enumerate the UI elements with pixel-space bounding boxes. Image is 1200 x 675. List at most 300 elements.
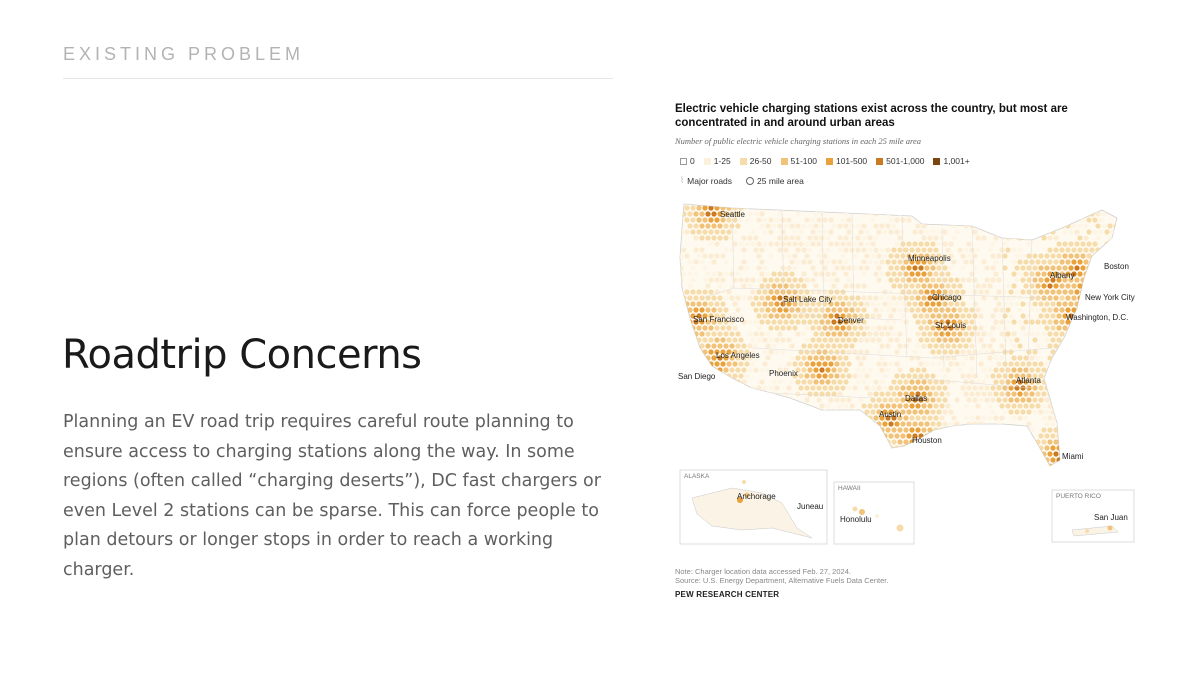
density-hex: [888, 433, 893, 438]
density-hex: [693, 247, 698, 252]
density-hex: [750, 277, 755, 282]
legend-item-0: 0: [680, 156, 695, 166]
density-hex: [903, 379, 908, 384]
density-hex: [1008, 313, 1013, 318]
density-hex: [1017, 223, 1022, 228]
density-hex: [1026, 409, 1031, 414]
density-hex: [822, 229, 827, 234]
density-hex: [1020, 217, 1025, 222]
density-hex: [825, 319, 830, 324]
density-hex: [1089, 283, 1094, 288]
density-hex: [780, 349, 785, 354]
density-hex: [957, 199, 962, 204]
density-hex: [876, 265, 881, 270]
density-hex: [717, 379, 722, 384]
density-hex: [768, 349, 773, 354]
density-hex: [1032, 385, 1037, 390]
density-hex: [774, 325, 779, 330]
density-hex: [687, 355, 692, 360]
density-hex: [1068, 241, 1073, 246]
density-hex: [1005, 283, 1010, 288]
density-hex: [744, 241, 749, 246]
density-hex: [765, 307, 770, 312]
density-hex: [726, 373, 731, 378]
density-hex: [885, 439, 890, 444]
density-hex: [1086, 409, 1091, 414]
density-hex: [927, 307, 932, 312]
density-hex: [720, 325, 725, 330]
density-hex: [1104, 241, 1109, 246]
density-hex: [975, 415, 980, 420]
density-hex: [681, 463, 686, 468]
density-hex: [1065, 247, 1070, 252]
density-hex: [789, 271, 794, 276]
density-hex: [897, 463, 902, 468]
density-hex: [741, 403, 746, 408]
density-hex: [729, 247, 734, 252]
density-hex: [945, 403, 950, 408]
density-hex: [807, 235, 812, 240]
density-hex: [1086, 457, 1091, 462]
density-hex: [1002, 253, 1007, 258]
density-hex: [915, 451, 920, 456]
city-label-st-louis: St. Louis: [935, 321, 967, 330]
density-hex: [858, 265, 863, 270]
density-hex: [1050, 421, 1055, 426]
density-hex: [1056, 253, 1061, 258]
density-hex: [1017, 463, 1022, 468]
density-hex: [840, 397, 845, 402]
density-hex: [834, 337, 839, 342]
density-hex: [711, 343, 716, 348]
density-hex: [900, 229, 905, 234]
density-hex: [675, 247, 680, 252]
density-hex: [957, 247, 962, 252]
density-hex: [1068, 229, 1073, 234]
density-hex: [699, 427, 704, 432]
density-hex: [861, 271, 866, 276]
density-hex: [1032, 361, 1037, 366]
density-hex: [753, 427, 758, 432]
density-hex: [1098, 409, 1103, 414]
density-hex: [870, 457, 875, 462]
density-hex: [942, 397, 947, 402]
density-hex: [702, 301, 707, 306]
city-label-san-juan: San Juan: [1094, 513, 1128, 522]
density-hex: [816, 217, 821, 222]
density-hex: [915, 463, 920, 468]
density-hex: [720, 409, 725, 414]
density-hex: [699, 451, 704, 456]
density-hex: [1011, 463, 1016, 468]
density-hex: [1062, 253, 1067, 258]
density-hex: [900, 421, 905, 426]
density-hex: [1017, 415, 1022, 420]
density-hex: [702, 349, 707, 354]
density-hex: [774, 385, 779, 390]
density-hex: [741, 235, 746, 240]
density-hex: [939, 463, 944, 468]
density-hex: [735, 295, 740, 300]
density-hex: [1005, 295, 1010, 300]
density-hex: [885, 223, 890, 228]
density-hex: [876, 325, 881, 330]
figure-credit: PEW RESEARCH CENTER: [675, 590, 780, 599]
density-hex: [858, 205, 863, 210]
city-label-houston: Houston: [912, 436, 942, 445]
density-hex: [738, 433, 743, 438]
density-hex: [1056, 265, 1061, 270]
inset-label-puerto-rico: PUERTO RICO: [1056, 493, 1101, 500]
density-hex: [678, 265, 683, 270]
density-hex: [801, 247, 806, 252]
density-hex: [777, 463, 782, 468]
density-hex: [1104, 457, 1109, 462]
city-label-salt-lake-city: Salt Lake City: [783, 295, 833, 304]
density-hex: [765, 295, 770, 300]
density-hex: [849, 427, 854, 432]
density-hex: [909, 355, 914, 360]
density-hex: [702, 253, 707, 258]
density-hex: [1098, 373, 1103, 378]
density-hex: [993, 391, 998, 396]
density-hex: [789, 319, 794, 324]
density-hex: [693, 295, 698, 300]
density-hex: [690, 409, 695, 414]
circle-icon: [746, 177, 754, 185]
density-hex: [861, 307, 866, 312]
density-hex: [783, 283, 788, 288]
density-hex: [855, 247, 860, 252]
density-hex: [792, 253, 797, 258]
density-hex: [864, 325, 869, 330]
density-hex: [981, 211, 986, 216]
density-hex: [990, 241, 995, 246]
density-hex: [1068, 433, 1073, 438]
density-hex: [783, 247, 788, 252]
density-hex: [1095, 463, 1100, 468]
density-hex: [1110, 229, 1115, 234]
density-hex: [897, 247, 902, 252]
density-hex: [756, 313, 761, 318]
density-hex: [822, 313, 827, 318]
density-hex: [747, 415, 752, 420]
density-hex: [684, 253, 689, 258]
density-hex: [1074, 325, 1079, 330]
density-hex: [726, 409, 731, 414]
density-hex: [696, 205, 701, 210]
density-hex: [1077, 199, 1082, 204]
density-hex: [801, 355, 806, 360]
density-hex: [1011, 247, 1016, 252]
density-hex: [1011, 355, 1016, 360]
density-hex: [858, 457, 863, 462]
density-hex: [831, 463, 836, 468]
density-hex: [1032, 205, 1037, 210]
density-hex: [915, 319, 920, 324]
density-hex: [759, 283, 764, 288]
density-hex: [1107, 283, 1112, 288]
density-hex: [1104, 409, 1109, 414]
density-hex: [1098, 217, 1103, 222]
density-hex: [921, 403, 926, 408]
density-hex: [1020, 397, 1025, 402]
density-hex: [846, 445, 851, 450]
density-hex: [888, 217, 893, 222]
density-hex: [1047, 283, 1052, 288]
density-hex: [903, 415, 908, 420]
density-hex: [1062, 397, 1067, 402]
density-hex: [927, 199, 932, 204]
density-hex: [1044, 301, 1049, 306]
density-hex: [927, 283, 932, 288]
density-hex: [711, 271, 716, 276]
density-hex: [687, 439, 692, 444]
density-hex: [1032, 265, 1037, 270]
density-hex: [966, 337, 971, 342]
density-hex: [984, 217, 989, 222]
density-hex: [765, 355, 770, 360]
density-hex: [1026, 445, 1031, 450]
density-hex: [714, 361, 719, 366]
density-hex: [1011, 283, 1016, 288]
density-hex: [1041, 403, 1046, 408]
density-hex: [954, 205, 959, 210]
density-hex: [747, 403, 752, 408]
density-hex: [783, 439, 788, 444]
density-hex: [729, 439, 734, 444]
density-hex: [864, 229, 869, 234]
density-hex: [879, 343, 884, 348]
density-hex: [849, 343, 854, 348]
density-hex: [1041, 283, 1046, 288]
density-hex: [993, 415, 998, 420]
density-hex: [765, 439, 770, 444]
density-hex: [732, 409, 737, 414]
density-hex: [945, 367, 950, 372]
density-hex: [816, 373, 821, 378]
density-hex: [1110, 397, 1115, 402]
density-hex: [744, 445, 749, 450]
density-hex: [723, 223, 728, 228]
density-hex: [1023, 391, 1028, 396]
density-hex: [969, 199, 974, 204]
density-hex: [702, 277, 707, 282]
density-hex: [1005, 247, 1010, 252]
density-hex: [915, 355, 920, 360]
density-hex: [684, 337, 689, 342]
density-hex: [1053, 463, 1058, 468]
density-hex: [972, 457, 977, 462]
density-hex: [714, 241, 719, 246]
density-hex: [918, 421, 923, 426]
density-hex: [912, 445, 917, 450]
density-hex: [1032, 253, 1037, 258]
density-hex: [966, 205, 971, 210]
density-hex: [819, 463, 824, 468]
density-hex: [906, 385, 911, 390]
density-hex: [1056, 313, 1061, 318]
density-hex: [837, 223, 842, 228]
density-hex: [864, 373, 869, 378]
density-hex: [894, 229, 899, 234]
density-hex: [699, 331, 704, 336]
density-hex: [687, 259, 692, 264]
density-hex: [732, 421, 737, 426]
density-hex: [864, 241, 869, 246]
density-hex: [834, 361, 839, 366]
density-hex: [801, 259, 806, 264]
density-hex: [810, 205, 815, 210]
density-hex: [744, 433, 749, 438]
density-hex: [1083, 283, 1088, 288]
density-hex: [1002, 445, 1007, 450]
density-hex: [1065, 259, 1070, 264]
density-hex: [1044, 205, 1049, 210]
density-hex: [891, 331, 896, 336]
density-hex: [930, 397, 935, 402]
ev-charging-map-figure: [672, 98, 1142, 608]
density-hex: [1035, 403, 1040, 408]
density-hex: [855, 331, 860, 336]
density-hex: [1017, 391, 1022, 396]
density-hex: [1053, 331, 1058, 336]
density-hex: [1044, 253, 1049, 258]
density-hex: [1038, 229, 1043, 234]
density-hex: [1083, 379, 1088, 384]
density-hex: [813, 451, 818, 456]
density-hex: [1050, 325, 1055, 330]
density-hex: [786, 409, 791, 414]
density-hex: [759, 367, 764, 372]
density-hex: [1101, 271, 1106, 276]
density-hex: [795, 247, 800, 252]
density-hex: [801, 379, 806, 384]
density-hex: [1038, 445, 1043, 450]
density-hex: [876, 397, 881, 402]
density-hex: [1101, 307, 1106, 312]
density-hex: [1074, 277, 1079, 282]
density-hex: [777, 235, 782, 240]
city-label-austin: Austin: [879, 410, 902, 419]
density-hex: [843, 415, 848, 420]
density-hex: [840, 265, 845, 270]
density-hex: [912, 373, 917, 378]
density-hex: [1074, 205, 1079, 210]
density-hex: [1059, 295, 1064, 300]
density-hex: [1083, 199, 1088, 204]
density-hex: [837, 235, 842, 240]
density-hex: [711, 235, 716, 240]
density-hex: [942, 445, 947, 450]
density-hex: [837, 379, 842, 384]
density-hex: [921, 211, 926, 216]
density-hex: [885, 367, 890, 372]
density-hex: [873, 451, 878, 456]
density-hex: [909, 451, 914, 456]
density-hex: [717, 271, 722, 276]
density-hex: [816, 229, 821, 234]
density-hex: [1068, 337, 1073, 342]
density-hex: [852, 241, 857, 246]
density-hex: [912, 457, 917, 462]
density-hex: [687, 331, 692, 336]
density-hex: [1050, 313, 1055, 318]
density-hex: [1062, 217, 1067, 222]
density-hex: [675, 295, 680, 300]
density-hex: [684, 361, 689, 366]
density-hex: [891, 451, 896, 456]
density-hex: [906, 445, 911, 450]
density-hex: [795, 355, 800, 360]
density-hex: [678, 457, 683, 462]
density-hex: [1002, 397, 1007, 402]
density-hex: [909, 415, 914, 420]
density-hex: [978, 385, 983, 390]
density-hex: [975, 463, 980, 468]
density-hex: [777, 379, 782, 384]
density-hex: [699, 415, 704, 420]
density-hex: [762, 313, 767, 318]
density-hex: [861, 331, 866, 336]
density-hex: [1005, 463, 1010, 468]
density-hex: [885, 463, 890, 468]
density-hex: [1044, 277, 1049, 282]
density-hex: [1110, 373, 1115, 378]
density-hex: [729, 199, 734, 204]
density-hex: [957, 367, 962, 372]
density-hex: [714, 205, 719, 210]
density-hex: [846, 325, 851, 330]
density-hex: [1038, 205, 1043, 210]
density-hex: [1104, 253, 1109, 258]
density-hex: [837, 463, 842, 468]
density-hex: [1065, 331, 1070, 336]
density-hex: [750, 301, 755, 306]
density-hex: [705, 271, 710, 276]
density-hex: [996, 457, 1001, 462]
density-hex: [831, 355, 836, 360]
density-hex: [963, 463, 968, 468]
density-hex: [768, 445, 773, 450]
figure-subtitle: Number of public electric vehicle charging stations in each 25 mile area: [675, 136, 922, 146]
density-hex: [855, 235, 860, 240]
density-hex: [849, 331, 854, 336]
density-hex: [924, 205, 929, 210]
density-hex: [690, 457, 695, 462]
density-hex: [756, 217, 761, 222]
density-hex: [912, 241, 917, 246]
density-hex: [1113, 307, 1118, 312]
density-hex: [726, 337, 731, 342]
city-label-miami: Miami: [1062, 452, 1084, 461]
density-hex: [864, 433, 869, 438]
density-hex: [804, 397, 809, 402]
density-hex: [1020, 325, 1025, 330]
density-hex: [1053, 439, 1058, 444]
density-hex: [675, 415, 680, 420]
density-hex: [924, 241, 929, 246]
density-hex: [774, 289, 779, 294]
density-hex: [1071, 355, 1076, 360]
density-hex: [924, 337, 929, 342]
density-hex: [747, 319, 752, 324]
density-hex: [1074, 421, 1079, 426]
density-hex: [756, 265, 761, 270]
density-hex: [981, 283, 986, 288]
us-map: [672, 198, 1142, 548]
eyebrow-divider: [63, 78, 613, 79]
